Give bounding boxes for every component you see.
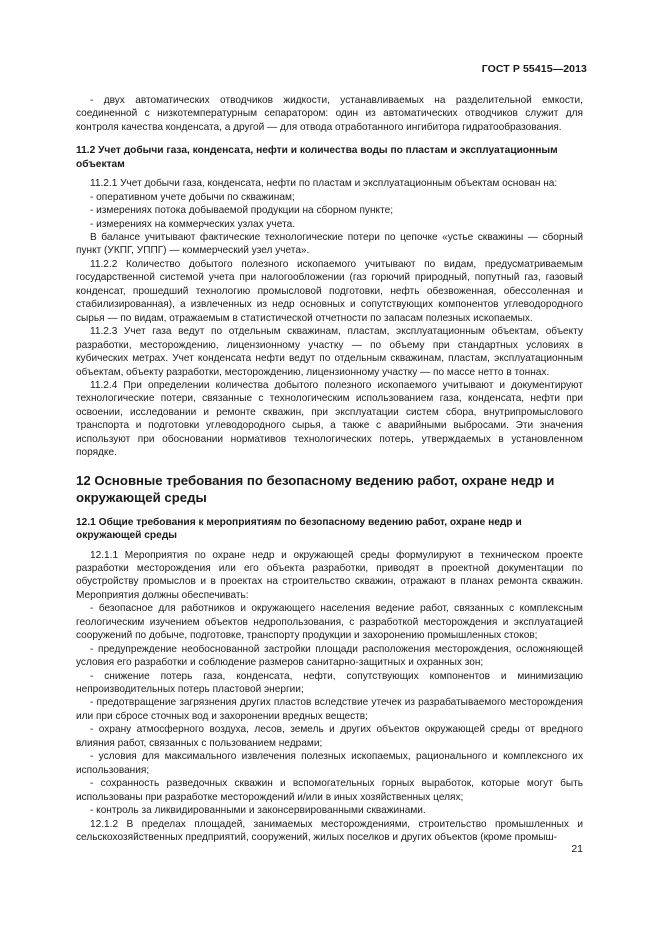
list-item: - оперативном учете добычи по скважинам; <box>90 191 295 203</box>
list-item: - условия для максимального извлечения полезных ископаемых, рационального и комплексного их использования; <box>76 751 583 776</box>
section-12-heading: 12 Основные требования по безопасному ведению работ, охране недр и окружающей среды <box>76 472 555 505</box>
section-11-2-heading: 11.2 Учет добычи газа, конденсата, нефти и количества воды по пластам и эксплуатационным объектам <box>76 145 558 170</box>
list-item: - охрану атмосферного воздуха, лесов, земель и других объектов окружающей среды от вредного влияния работ, связанных с пользованием недрами; <box>76 724 583 749</box>
list-item: - контроль за ликвидированными и законсервированными скважинами. <box>90 805 426 817</box>
paragraph: 11.2.3 Учет газа ведут по отдельным скважинам, пластам, эксплуатационным объектам, объекту разработки, месторождению, лицензионному участку — по объему при стандартных условиях в кубических метрах. Учет конденсата нефти ведут по отдельным скважинам, пластам, эксплуатационным объектам, объекту разработки, месторождению, лицензионному участку — по массе нетто в тоннах. <box>76 326 583 378</box>
paragraph: 11.2.2 Количество добытого полезного ископаемого учитывают по видам, предусматриваемым государственной системой учета при налогообложении (газ горючий природный, попутный газ, газовый конденсат, прошедший технологию промысловой подготовки, нефть обезвоженная, обессоленная и стабилизированная), а извлеченных из недр основных и сопутствующих компонентов углеводородного сырья — по видам, отражаемым в статистической отчетности по запасам полезных ископаемых. <box>76 258 583 324</box>
paragraph: В балансе учитывают фактические технологические потери по цепочке «устье скважины — сборный пункт (УКПГ, УППГ) — коммерческий узел учета». <box>76 231 583 257</box>
list-item: - безопасное для работников и окружающего населения ведение работ, связанных с комплексным геологическим изучением объектов недропользования, с разработкой месторождения и эксплуатацией сооружений по добыче, подготовке, транспорту продукции и захоронению промышленных стоков; <box>76 603 583 642</box>
paragraph: - двух автоматических отводчиков жидкости, устанавливаемых на разделительной емкости, соединенной с низкотемпературным сепаратором: один из автоматических отводчиков служит для контроля качества конденсата, а другой — для отвода отработанного ингибитора гидратообразования. <box>76 95 583 133</box>
list-item: - предотвращение загрязнения других пластов вследствие утечек из разрабатываемого месторождения или при сбросе сточных вод и захоронении вредных веществ; <box>76 697 583 722</box>
section-12-1-heading: 12.1 Общие требования к мероприятиям по безопасному ведению работ, охране недр и окружающей среды <box>76 516 522 542</box>
paragraph: 11.2.1 Учет добычи газа, конденсата, нефти по пластам и эксплуатационным объектам основан на: <box>90 178 558 190</box>
paragraph: 12.1.2 В пределах площадей, занимаемых месторождениями, строительство промышленных и сельскохозяйственных предприятий, сооружений, жилых поселков и других объектов (кроме промыш- <box>76 818 583 844</box>
list-item: - снижение потерь газа, конденсата, нефти, сопутствующих компонентов и минимизацию непроизводительных потерь пластовой энергии; <box>76 670 583 696</box>
page-number: 21 <box>571 843 583 855</box>
list-item: - измерениях потока добываемой продукции на сборном пункте; <box>90 205 393 217</box>
list-item: - предупреждение необоснованной застройки площади расположения месторождения, осложняющей условия его разработки и соблюдение размеров санитарно-защитных и охранных зон; <box>76 643 583 669</box>
list-item: - сохранность разведочных скважин и вспомогательных горных выработок, которые могут быть использованы при разработке месторождений и/или в иных хозяйственных целях; <box>76 778 583 803</box>
list-item: - измерениях на коммерческих узлах учета. <box>90 218 296 230</box>
page-content <box>76 94 583 844</box>
paragraph: 11.2.4 При определении количества добытого полезного ископаемого учитывают и документируют технологические потери, связанные с технологическим использованием газа, конденсата, нефти при освоении, исследовании и ремонте скважин, при эксплуатации систем сбора, внутрипромыслового транспорта и подготовки углеводородного сырья, а также с аварийными выбросами. Эти значения используют при обосновании нормативов технологических потерь, утверждаемых в установленном порядке. <box>76 379 583 459</box>
paragraph: 12.1.1 Мероприятия по охране недр и окружающей среды формулируют в техническом проекте разработки месторождения или его объекта разработки, приводят в проектной документации по обустройству промыслов и в проектах на строительство скважин, отражают в планах ремонта скважин. Мероприятия должны обеспечивать: <box>76 549 583 601</box>
document-header: ГОСТ Р 55415—2013 <box>481 63 587 75</box>
